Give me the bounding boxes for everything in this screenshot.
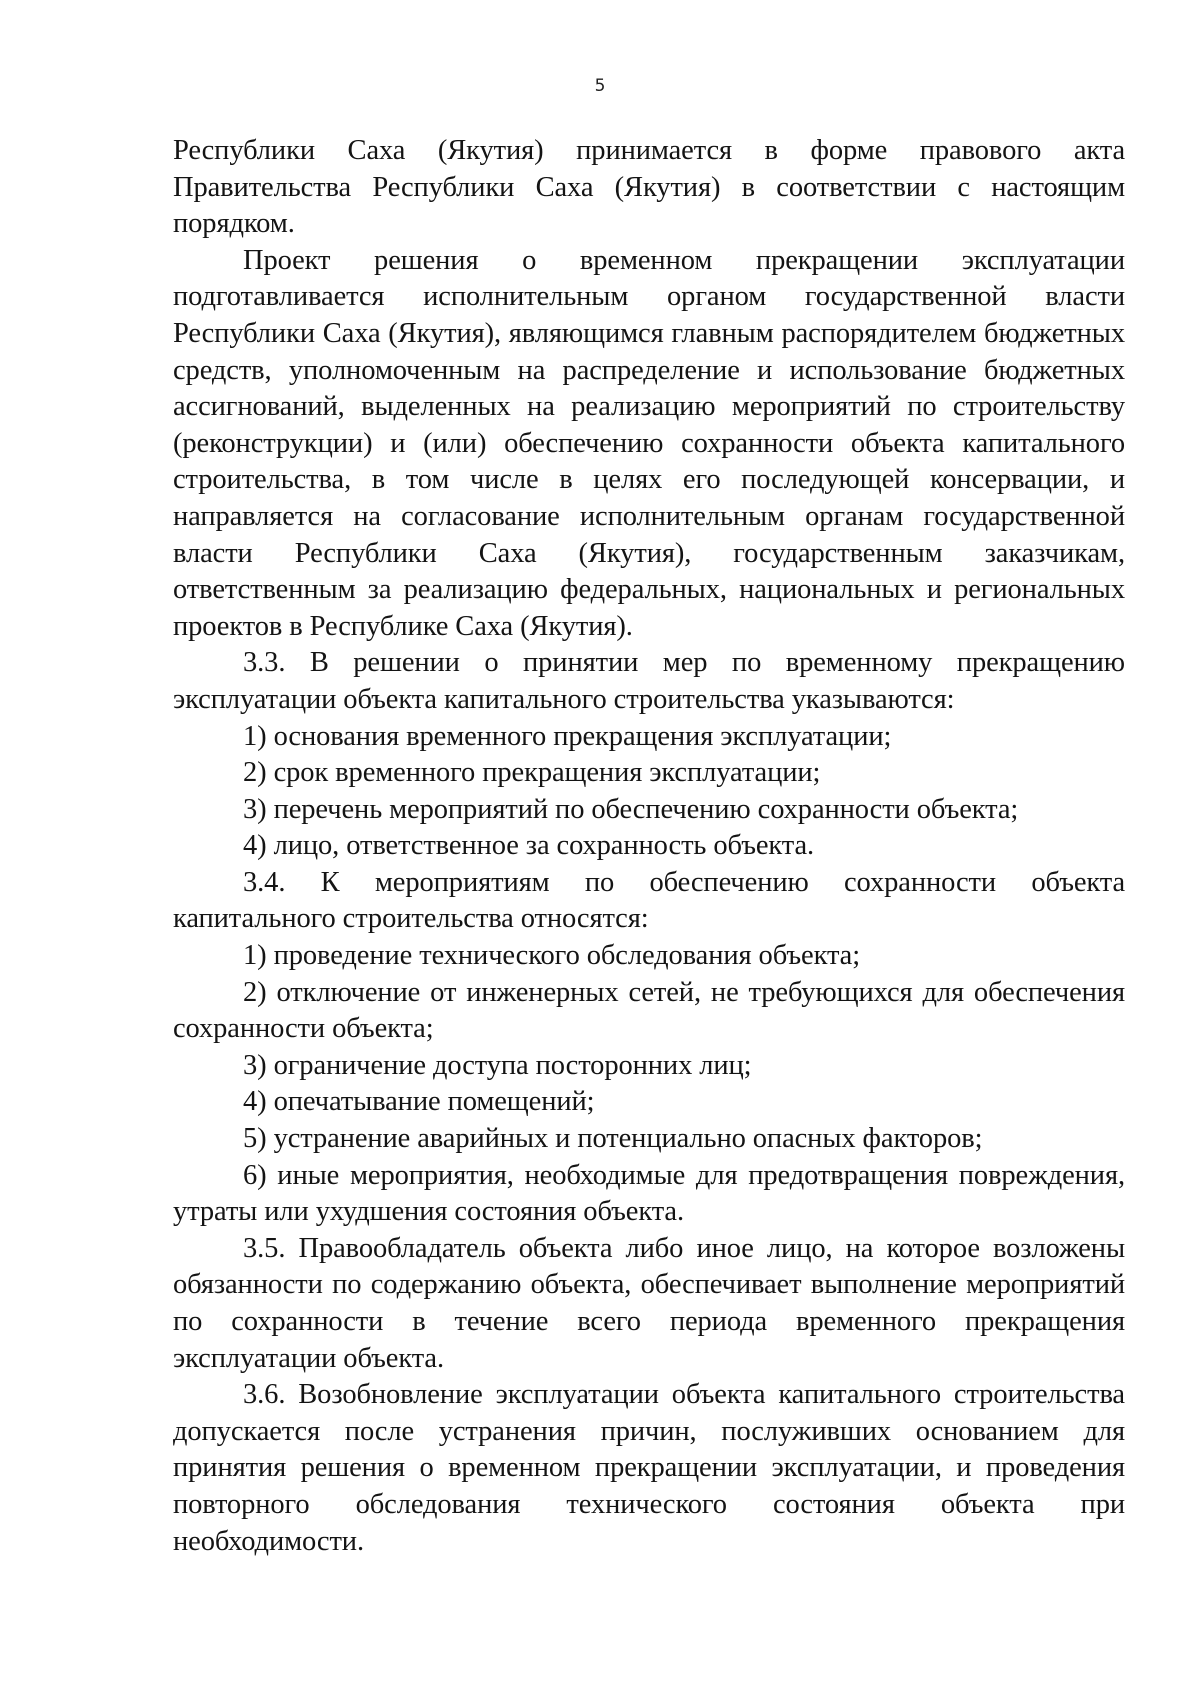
list-item-3-3-2: 2) срок временного прекращения эксплуатации; xyxy=(243,757,821,789)
paragraph-3-3: 3.3. В решении о принятии мер по временному прекращению эксплуатации объекта капитального строительства указываются: xyxy=(173,647,1125,715)
list-item-3-4-1: 1) проведение технического обследования объекта; xyxy=(243,940,861,972)
list-item-3-3-4: 4) лицо, ответственное за сохранность объекта. xyxy=(243,830,815,862)
page-number: 5 xyxy=(594,76,606,96)
paragraph-draft-decision: Проект решения о временном прекращении эксплуатации подготавливается исполнительным органом государственной власти Республики Саха (Якутия), являющимся главным распорядителем бюджетных средств, уполномоченным на распределение и использование бюджетных ассигнований, выделенных на реализацию мероприятий по строительству (реконструкции) и (или) обеспечению сохранности объекта капитального строительства, в том числе в целях его последующей консервации, и направляется на согласование исполнительным органам государственной власти Республики Саха (Якутия), государственным заказчикам, ответственным за реализацию федеральных, национальных и региональных проектов в Республике Саха (Якутия). xyxy=(173,244,1125,642)
list-item-3-4-2: 2) отключение от инженерных сетей, не требующихся для обеспечения сохранности объекта; xyxy=(173,976,1125,1045)
list-item-3-4-6: 6) иные мероприятия, необходимые для предотвращения повреждения, утраты или ухудшения состояния объекта. xyxy=(173,1159,1125,1228)
paragraph-continuation: Республики Саха (Якутия) принимается в форме правового акта Правительства Республики Саха (Якутия) в соответствии с настоящим порядком. xyxy=(173,135,1125,240)
list-item-3-4-3: 3) ограничение доступа посторонних лиц; xyxy=(243,1049,752,1081)
paragraph-3-5: 3.5. Правообладатель объекта либо иное лицо, на которое возложены обязанности по содержанию объекта, обеспечивает выполнение мероприятий по сохранности в течение всего периода временного прекращения эксплуатации объекта. xyxy=(173,1232,1125,1374)
paragraph-3-4: 3.4. К мероприятиям по обеспечению сохранности объекта капитального строительства относятся: xyxy=(173,866,1125,935)
list-item-3-3-3: 3) перечень мероприятий по обеспечению сохранности объекта; xyxy=(243,793,1019,825)
list-item-3-4-5: 5) устранение аварийных и потенциально опасных факторов; xyxy=(243,1123,983,1155)
list-item-3-4-4: 4) опечатывание помещений; xyxy=(243,1086,595,1118)
list-item-3-3-1: 1) основания временного прекращения эксплуатации; xyxy=(243,720,892,752)
paragraph-3-6: 3.6. Возобновление эксплуатации объекта капитального строительства допускается после устранения причин, послуживших основанием для принятия решения о временном прекращении эксплуатации, и проведения повторного обследования технического состояния объекта при необходимости. xyxy=(173,1379,1125,1557)
document-body xyxy=(173,133,1125,1560)
